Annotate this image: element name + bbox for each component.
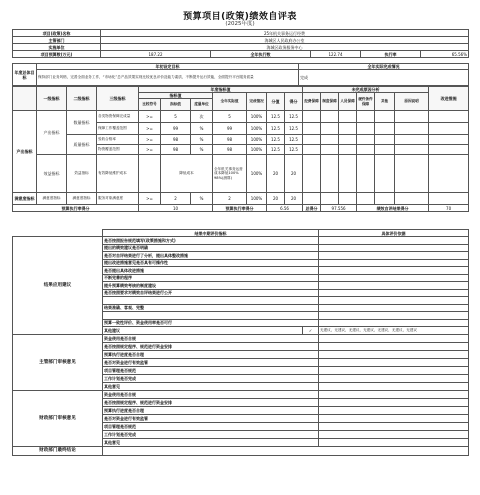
review-item: 预算执行进度是否合理 [103, 406, 319, 414]
indicator-completion: 100% [247, 135, 267, 145]
review-col2: 具体评价依据 [319, 230, 469, 237]
benefit-l1: 效益指标 [37, 155, 67, 193]
indicator-row [13, 155, 469, 193]
satisfaction-l1: 满意度指标 [37, 193, 67, 205]
h-l3: 三级指标 [97, 87, 139, 111]
satisfaction-label: 满意度指标 [13, 193, 37, 205]
h-reason-5: 原因说明 [395, 93, 429, 111]
indicator-actual: 99 [213, 123, 247, 135]
dept: 海城区人民政府办公室 [101, 37, 469, 44]
review-item: 预算执行进度是否合理 [103, 350, 319, 358]
budget-score: 10 [139, 205, 213, 212]
h-actual: 全年实际值 [213, 93, 247, 111]
review-item: 其他意见 [103, 438, 319, 446]
h-reason-4: 其他 [375, 93, 395, 111]
indicator-score: 20 [285, 193, 303, 205]
check-icon: ✓ [303, 327, 319, 335]
output-l1: 产出指标 [37, 111, 67, 155]
result-score: 70 [429, 205, 469, 212]
exec-score: 6.56 [267, 205, 303, 212]
project-name: 25年机关事务运行经费 [101, 30, 469, 37]
indicator-actual: 全年机关事务运营成本降低100% 98%(测算) [213, 155, 247, 193]
indicator-weight: 20 [267, 155, 285, 193]
indicator-score: 20 [285, 155, 303, 193]
indicator-num: 2 [161, 193, 191, 205]
result-app-section: 结果应用建议 [13, 237, 103, 335]
benefit-l2: 效益指标 [67, 155, 97, 193]
review-item: 提出改进措施意见是否具有可操作性 [103, 259, 319, 267]
indicator-unit: % [191, 145, 213, 155]
h-reason-0: 经费保障 [303, 93, 321, 111]
review-item [103, 297, 319, 305]
h-completion: 完成情况 [247, 93, 267, 111]
indicator-op: >= [139, 123, 161, 135]
finance-review-section: 财政部门审核意见 [13, 390, 103, 446]
indicator-score: 12.5 [285, 135, 303, 145]
dept-label: 主管部门 [13, 37, 101, 44]
review-item: 是否按照报告规范填写(政策措施和方式) [103, 237, 319, 245]
dept-review-section: 主管部门审核意见 [13, 334, 103, 390]
indicator-weight: 20 [267, 193, 285, 205]
indicators-table [12, 86, 469, 212]
indicator-completion: 100% [247, 111, 267, 123]
review-item: 是否对资金进行有效监管 [103, 414, 319, 422]
indicator-name: 物资覆盖范围 [97, 145, 139, 155]
indicator-unit: % [191, 135, 213, 145]
review-item: 项目管理是否规范 [103, 422, 319, 430]
indicator-completion: 100% [247, 145, 267, 155]
review-item: 是否按照规定程序、规范进行资金安排 [103, 342, 319, 350]
review-item: 不断完善的程序 [103, 274, 319, 282]
indicator-op: >= [139, 135, 161, 145]
review-item: 工作计划是否完成 [103, 374, 319, 382]
unit-label: 实施单位 [13, 44, 101, 51]
indicator-row [13, 135, 469, 145]
h-value-group: 指标值 [139, 93, 213, 99]
h-weight: 分值 [267, 93, 285, 111]
budget-score-label: 预算执行率得分 [13, 205, 139, 212]
planned-goal-text: 保持部门业务风格，完善全面业务工作，“市场化”总产品效果实现比较优良评价及能力素质，不断提升运行效能，全面提升平台服务质量 [37, 70, 299, 86]
indicator-op: >= [139, 145, 161, 155]
review-item: 资金使用是否合规 [103, 390, 319, 398]
form-title: 预算项目(政策)绩效自评表 [183, 12, 297, 22]
indicator-unit: % [191, 123, 213, 135]
indicator-name: 服务对象满意度 [97, 193, 139, 205]
indicator-score: 12.5 [285, 123, 303, 135]
indicator-actual: 98 [213, 145, 247, 155]
indicator-name: 有效降低维护成本 [97, 155, 139, 193]
h-reason-3: 硬件条件保障 [357, 93, 375, 111]
review-item: 是否对资金进行有效监管 [103, 358, 319, 366]
indicator-name: 保障工作覆盖范围 [97, 123, 139, 135]
budget-label: 项目预算数(万元) [13, 51, 101, 58]
h-l2: 二级指标 [67, 87, 97, 111]
h-op: 比较符号 [139, 99, 161, 111]
totals-row [13, 205, 469, 212]
actual-goal-text: 完成 [299, 70, 469, 86]
h-annual: 年度指标值 [139, 87, 303, 93]
review-item: 项目管理是否规范 [103, 366, 319, 374]
exec-value: 122.74 [311, 51, 361, 58]
overall-score: 97.556 [321, 205, 357, 212]
indicator-row [13, 111, 469, 123]
indicator-weight: 12.5 [267, 123, 285, 135]
h-num: 指标值 [161, 99, 191, 111]
review-col1: 结果中期评价指标 [103, 230, 319, 237]
h-reason-1: 制度保障 [321, 93, 339, 111]
indicator-score: 12.5 [285, 111, 303, 123]
indicator-weight: 12.5 [267, 111, 285, 123]
review-item: 结果准确、客观、完整 [103, 304, 319, 312]
indicator-actual: 5 [213, 111, 247, 123]
project-info-table [12, 29, 469, 58]
indicator-weight: 12.5 [267, 145, 285, 155]
review-item: 资金使用是否合规 [103, 334, 319, 342]
planned-goal-label: 年初设定目标 [37, 64, 299, 70]
satisfaction-l2: 满意度指标 [67, 193, 97, 205]
review-item: 工作计划是否完成 [103, 430, 319, 438]
h-score: 得分 [285, 93, 303, 111]
rate-value: 65.56% [421, 51, 469, 58]
project-name-label: 项目(政策)名称 [13, 30, 101, 37]
review-item: 提出的绩效建议是否明确 [103, 244, 319, 252]
review-item: 其他建议 [103, 327, 303, 335]
indicator-row [13, 193, 469, 205]
review-item: 是否提出具体改进措施 [103, 267, 319, 275]
indicator-num: 98 [161, 135, 191, 145]
exec-score-label: 预算执行率得分 [213, 205, 267, 212]
indicator-name: 验收合格率 [97, 135, 139, 145]
indicator-op: >= [139, 193, 161, 205]
goals-table [12, 63, 469, 86]
indicator-completion: 100% [247, 155, 267, 193]
indicator-name: 各类物资保障完成量 [97, 111, 139, 123]
review-item: 预算一致性评价、资金使用率是否可行 [103, 319, 319, 327]
indicator-num: 99 [161, 123, 191, 135]
budget-value: 187.22 [101, 51, 211, 58]
review-item [103, 312, 319, 320]
goals-row-label: 年度总体目标 [13, 64, 37, 86]
performance-label: 产出指标 [13, 111, 37, 193]
quality-l2: 质量指标 [67, 135, 97, 155]
review-table [12, 229, 469, 456]
h-eval: 未完成原因分析 [303, 87, 429, 93]
indicator-unit: % [191, 193, 213, 205]
indicator-num: 5 [161, 111, 191, 123]
review-item: 是否对自评结果进行了分析，提出具体整改措施 [103, 252, 319, 260]
indicator-weight: 12.5 [267, 135, 285, 145]
h-unit: 度量单位 [191, 99, 213, 111]
form-year: (2025年度) [225, 21, 255, 27]
indicator-op: >= [139, 111, 161, 123]
indicator-actual: 2 [213, 193, 247, 205]
indicator-score: 12.5 [285, 145, 303, 155]
indicator-op [139, 155, 161, 193]
final-conclusion-label: 财政部门最终结论 [13, 446, 103, 455]
review-item: 其他意见 [103, 382, 319, 390]
indicator-actual: 98 [213, 135, 247, 145]
review-item: 提升预算绩效考核的制度建设 [103, 282, 319, 290]
quantity-l2: 数量指标 [67, 111, 97, 135]
advice-text: 无建议，无建议，无建议，无建议，无建议，无建议，无建议 [319, 327, 469, 335]
unit: 海城区政务服务中心 [101, 44, 469, 51]
indicator-unit: 次 [191, 111, 213, 123]
exec-label: 全年执行数 [211, 51, 311, 58]
result-label: 绩效自评结果得分 [357, 205, 429, 212]
rate-label: 执行率 [361, 51, 421, 58]
h-l1: 一级指标 [37, 87, 67, 111]
h-reason-2: 人员保障 [339, 93, 357, 111]
review-item: 是否按照要求对绩效自评结果进行公开 [103, 289, 319, 297]
indicator-completion: 100% [247, 193, 267, 205]
h-blank [13, 87, 37, 111]
indicator-completion: 100% [247, 123, 267, 135]
review-item: 是否按照规定程序、规范进行资金安排 [103, 398, 319, 406]
h-improve: 改进措施 [429, 87, 469, 111]
overall-label: 总得分 [303, 205, 321, 212]
actual-goal-label: 全年实际完成情况 [299, 64, 469, 70]
indicator-num: 98 [161, 145, 191, 155]
indicator-num: 降低成本 [161, 155, 213, 193]
